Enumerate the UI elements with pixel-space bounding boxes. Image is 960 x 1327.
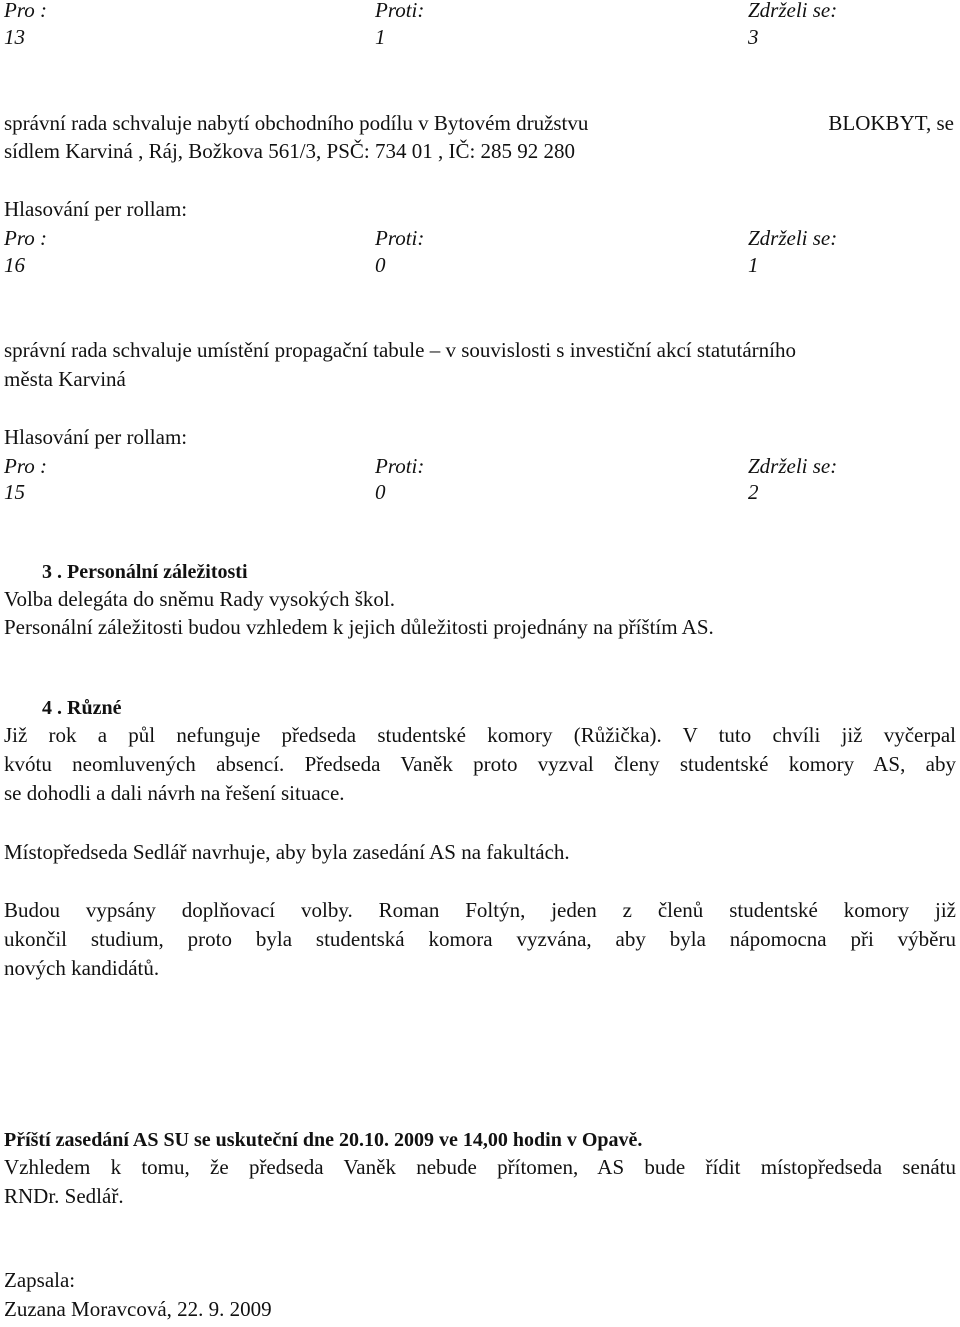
vote-1-proti-label: Proti: — [375, 226, 425, 250]
vote-top-pro-label: Pro : — [4, 0, 47, 22]
section-4-p3-line1: Budou vypsány doplňovací volby. Roman Foltýn, jeden z členů studentské komory již — [4, 898, 956, 922]
vote-2-pro-label: Pro : — [4, 454, 47, 478]
vote-1-proti-value: 0 — [375, 253, 386, 277]
vote-top-zdrzeli-label: Zdrželi se: — [748, 0, 838, 22]
section-4-p1-line1: Již rok a půl nefunguje předseda studentské komory (Růžička). V tuto chvíli již vyčerpal — [4, 723, 956, 747]
vote-top-zdrzeli-value: 3 — [748, 25, 759, 49]
vote-1-zdrzeli-label: Zdrželi se: — [748, 226, 838, 250]
item-tabule-line1: správní rada schvaluje umístění propagační tabule – v souvislosti s investiční akcí statutárního — [4, 338, 796, 362]
section-4-p1-line2: kvótu neomluvených absencí. Předseda Vaněk proto vyzval členy studentské komory AS, aby — [4, 752, 956, 776]
vote-2-proti-value: 0 — [375, 480, 386, 504]
item-blokbyt-line2: sídlem Karviná , Ráj, Božkova 561/3, PSČ: 734 01 , IČ: 285 92 280 — [4, 139, 576, 163]
next-meeting-line2: Vzhledem k tomu, že předseda Vaněk nebude přítomen, AS bude řídit místopředseda senátu — [4, 1155, 956, 1179]
vote-2-pro-value: 15 — [4, 480, 25, 504]
section-3-heading: 3 . Personální záležitosti — [42, 561, 248, 583]
section-4-p1-line3: se dohodli a dali návrh na řešení situace. — [4, 781, 345, 805]
vote-top-proti-value: 1 — [375, 25, 386, 49]
section-3-line1: Volba delegáta do sněmu Rady vysokých škol. — [4, 587, 395, 611]
next-meeting-announcement: Příští zasedání AS SU se uskuteční dne 20.10. 2009 ve 14,00 hodin v Opavě. — [4, 1129, 643, 1151]
vote-2-zdrzeli-label: Zdrželi se: — [748, 454, 838, 478]
footer-label: Zapsala: — [4, 1268, 76, 1292]
footer-name-date: Zuzana Moravcová, 22. 9. 2009 — [4, 1297, 272, 1321]
section-4-p2: Místopředseda Sedlář navrhuje, aby byla zasedání AS na fakultách. — [4, 840, 570, 864]
item-blokbyt-line1: správní rada schvaluje nabytí obchodního podílu v Bytovém družstvu — [4, 111, 589, 135]
vote-1-zdrzeli-value: 1 — [748, 253, 759, 277]
item-blokbyt-line1-right: BLOKBYT, se — [828, 111, 954, 135]
vote-1-pro-label: Pro : — [4, 226, 47, 250]
item-tabule-line2: města Karviná — [4, 367, 126, 391]
section-4-p3-line3: nových kandidátů. — [4, 956, 160, 980]
vote-2-heading: Hlasování per rollam: — [4, 425, 188, 449]
section-4-p3-line2: ukončil studium, proto byla studentská komora vyzvána, aby byla nápomocna při výběru — [4, 927, 956, 951]
vote-1-pro-value: 16 — [4, 253, 25, 277]
vote-top-pro-value: 13 — [4, 25, 25, 49]
vote-2-zdrzeli-value: 2 — [748, 480, 759, 504]
next-meeting-line3: RNDr. Sedlář. — [4, 1184, 124, 1208]
vote-top-proti-label: Proti: — [375, 0, 425, 22]
vote-1-heading: Hlasování per rollam: — [4, 197, 188, 221]
section-3-line2: Personální záležitosti budou vzhledem k jejich důležitosti projednány na příštím AS. — [4, 615, 714, 639]
vote-2-proti-label: Proti: — [375, 454, 425, 478]
section-4-heading: 4 . Různé — [42, 697, 122, 719]
